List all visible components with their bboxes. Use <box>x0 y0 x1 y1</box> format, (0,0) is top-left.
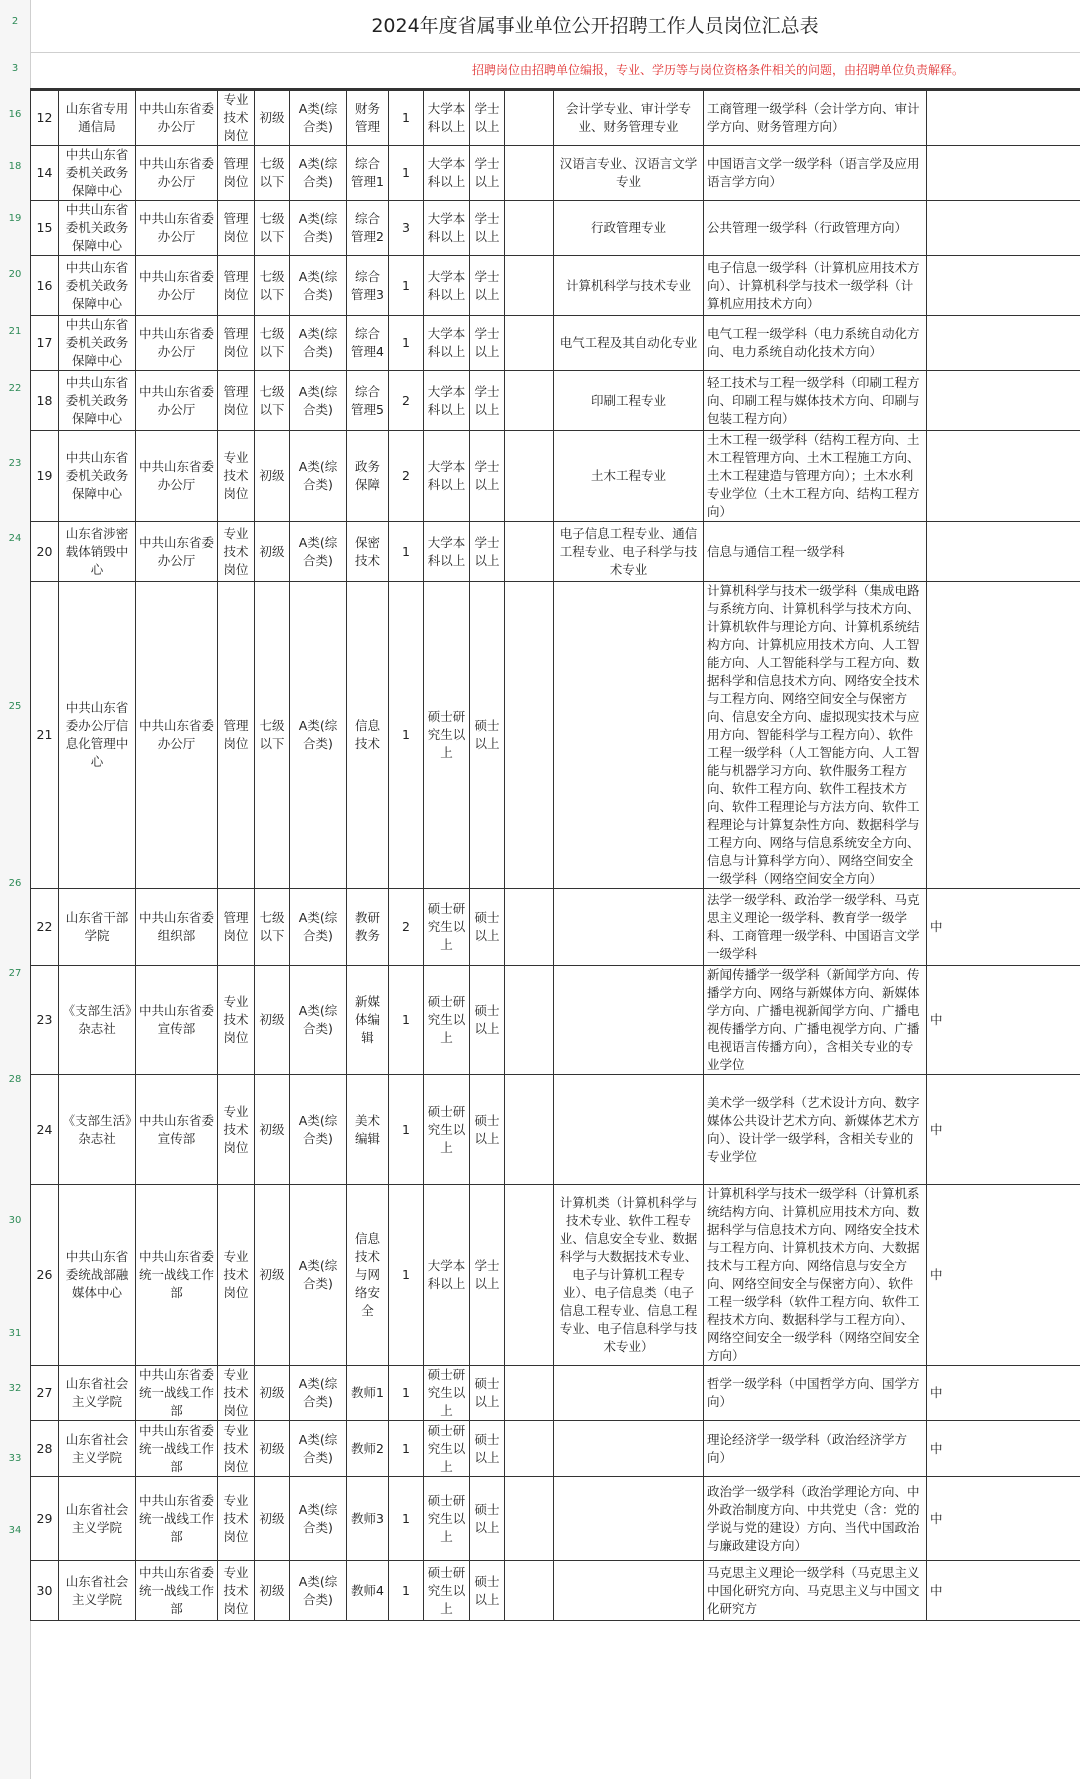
sheet-title-text: 2024年度省属事业单位公开招聘工作人员岗位汇总表 <box>371 15 819 37</box>
cell-level[interactable]: 初级 <box>255 91 290 146</box>
table-row <box>31 256 1080 316</box>
cell-bachelor-major[interactable]: 电气工程及其自动化专业 <box>554 316 704 371</box>
cell-extra[interactable] <box>927 91 1080 146</box>
cell-blank[interactable] <box>505 1185 554 1366</box>
cell-post[interactable]: 教师4 <box>347 1561 389 1621</box>
cell-count[interactable]: 1 <box>389 522 424 582</box>
cell-degree[interactable]: 学士以上 <box>470 256 505 316</box>
cell-type[interactable]: 专业技术岗位 <box>218 431 255 522</box>
cell-unit[interactable]: 山东省社会主义学院 <box>59 1477 136 1561</box>
cell-category[interactable]: A类(综合类) <box>290 146 347 201</box>
cell-blank[interactable] <box>505 1421 554 1477</box>
cell-extra[interactable]: 中 <box>927 1421 1080 1477</box>
cell-dept[interactable]: 中共山东省委组织部 <box>136 889 218 966</box>
cell-count[interactable]: 1 <box>389 91 424 146</box>
cell-type[interactable]: 专业技术岗位 <box>218 1075 255 1185</box>
cell-type[interactable]: 专业技术岗位 <box>218 522 255 582</box>
cell-master-major[interactable]: 计算机科学与技术一级学科（计算机系统结构方向、计算机应用技术方向、数据科学与信息技术方向、网络安全技术与工程方向、计算机技术方向、大数据技术与工程方向、网络信息与安全方向、网络空间安全与保密方向）、软件工程一级学科（软件工程方向、软件工程技术方向、数据科学与工程方向）、网络空间安全一级学科（网络空间安全方向） <box>704 1185 927 1366</box>
cell-count[interactable]: 1 <box>389 146 424 201</box>
cell-count[interactable]: 1 <box>389 1421 424 1477</box>
cell-no[interactable]: 22 <box>31 889 59 966</box>
cell-dept[interactable]: 中共山东省委统一战线工作部 <box>136 1561 218 1621</box>
cell-type[interactable]: 专业技术岗位 <box>218 1421 255 1477</box>
cell-type[interactable]: 管理岗位 <box>218 256 255 316</box>
cell-post[interactable]: 新媒体编辑 <box>347 966 389 1075</box>
cell-category[interactable]: A类(综合类) <box>290 1366 347 1421</box>
cell-level[interactable]: 初级 <box>255 1477 290 1561</box>
row-number[interactable]: 26 <box>8 877 22 889</box>
cell-unit[interactable]: 中共山东省委机关政务保障中心 <box>59 201 136 256</box>
cell-category[interactable]: A类(综合类) <box>290 889 347 966</box>
cell-level[interactable]: 初级 <box>255 522 290 582</box>
cell-post[interactable]: 综合管理4 <box>347 316 389 371</box>
cell-no[interactable]: 14 <box>31 146 59 201</box>
cell-degree[interactable]: 学士以上 <box>470 146 505 201</box>
cell-level[interactable]: 初级 <box>255 1075 290 1185</box>
cell-degree[interactable]: 硕士以上 <box>470 1366 505 1421</box>
cell-unit[interactable]: 山东省专用通信局 <box>59 91 136 146</box>
cell-level[interactable]: 七级以下 <box>255 371 290 431</box>
row-number[interactable]: 23 <box>8 458 22 469</box>
cell-education[interactable]: 硕士研究生以上 <box>424 1421 470 1477</box>
cell-bachelor-major[interactable]: 汉语言专业、汉语言文学专业 <box>554 146 704 201</box>
table-row <box>31 431 1080 522</box>
cell-category[interactable]: A类(综合类) <box>290 522 347 582</box>
cell-bachelor-major[interactable] <box>554 966 704 1075</box>
cell-blank[interactable] <box>505 522 554 582</box>
cell-unit[interactable]: 山东省涉密载体销毁中心 <box>59 522 136 582</box>
cell-post[interactable]: 教师1 <box>347 1366 389 1421</box>
cell-no[interactable]: 28 <box>31 1421 59 1477</box>
cell-master-major[interactable]: 电子信息一级学科（计算机应用技术方向）、计算机科学与技术一级学科（计算机应用技术方向） <box>704 256 927 316</box>
cell-level[interactable]: 七级以下 <box>255 889 290 966</box>
cell-count[interactable]: 1 <box>389 1477 424 1561</box>
cell-dept[interactable]: 中共山东省委宣传部 <box>136 966 218 1075</box>
cell-unit[interactable]: 山东省社会主义学院 <box>59 1366 136 1421</box>
cell-level[interactable]: 七级以下 <box>255 146 290 201</box>
cell-master-major[interactable]: 土木工程一级学科（结构工程方向、土木工程管理方向、土木工程施工方向、土木工程建造与管理方向）；土木水利专业学位（土木工程方向、结构工程方向） <box>704 431 927 522</box>
cell-degree[interactable]: 硕士以上 <box>470 1477 505 1561</box>
cell-bachelor-major[interactable] <box>554 1477 704 1561</box>
cell-count[interactable]: 1 <box>389 1075 424 1185</box>
cell-category[interactable]: A类(综合类) <box>290 256 347 316</box>
cell-extra[interactable] <box>927 371 1080 431</box>
cell-level[interactable]: 七级以下 <box>255 256 290 316</box>
cell-unit[interactable]: 中共山东省委统战部融媒体中心 <box>59 1185 136 1366</box>
cell-bachelor-major[interactable]: 计算机类（计算机科学与技术专业、软件工程专业、信息安全专业、数据科学与大数据技术专业、电子与计算机工程专业）、电子信息类（电子信息工程专业、信息工程专业、电子信息科学与技术专业） <box>554 1185 704 1366</box>
cell-post[interactable]: 信息技术 <box>347 582 389 889</box>
cell-degree[interactable]: 学士以上 <box>470 91 505 146</box>
cell-degree[interactable]: 学士以上 <box>470 431 505 522</box>
cell-education[interactable]: 硕士研究生以上 <box>424 1561 470 1621</box>
cell-blank[interactable] <box>505 431 554 522</box>
cell-unit[interactable]: 《支部生活》杂志社 <box>59 1075 136 1185</box>
cell-no[interactable]: 15 <box>31 201 59 256</box>
table-row <box>31 1421 1080 1477</box>
cell-extra[interactable] <box>927 146 1080 201</box>
cell-degree[interactable]: 硕士以上 <box>470 1421 505 1477</box>
cell-no[interactable]: 19 <box>31 431 59 522</box>
cell-extra[interactable] <box>927 256 1080 316</box>
cell-unit[interactable]: 中共山东省委机关政务保障中心 <box>59 371 136 431</box>
cell-blank[interactable] <box>505 316 554 371</box>
table-row <box>31 966 1080 1075</box>
row-number-notice[interactable]: 3 <box>11 63 19 74</box>
cell-unit[interactable]: 山东省干部学院 <box>59 889 136 966</box>
cell-education[interactable]: 大学本科以上 <box>424 201 470 256</box>
cell-category[interactable]: A类(综合类) <box>290 1421 347 1477</box>
cell-extra[interactable]: 中 <box>927 1366 1080 1421</box>
cell-level[interactable]: 初级 <box>255 966 290 1075</box>
cell-education[interactable]: 大学本科以上 <box>424 431 470 522</box>
cell-type[interactable]: 管理岗位 <box>218 316 255 371</box>
cell-count[interactable]: 3 <box>389 201 424 256</box>
cell-type[interactable]: 管理岗位 <box>218 889 255 966</box>
cell-master-major[interactable]: 中国语言文学一级学科（语言学及应用语言学方向） <box>704 146 927 201</box>
cell-level[interactable]: 七级以下 <box>255 582 290 889</box>
cell-unit[interactable]: 山东省社会主义学院 <box>59 1561 136 1621</box>
cell-count[interactable]: 1 <box>389 1561 424 1621</box>
cell-category[interactable]: A类(综合类) <box>290 582 347 889</box>
cell-level[interactable]: 初级 <box>255 1421 290 1477</box>
row-number[interactable]: 30 <box>8 1215 22 1226</box>
cell-dept[interactable]: 中共山东省委统一战线工作部 <box>136 1185 218 1366</box>
cell-dept[interactable]: 中共山东省委办公厅 <box>136 91 218 146</box>
cell-blank[interactable] <box>505 582 554 889</box>
cell-education[interactable]: 大学本科以上 <box>424 522 470 582</box>
cell-education[interactable]: 硕士研究生以上 <box>424 1366 470 1421</box>
cell-post[interactable]: 美术编辑 <box>347 1075 389 1185</box>
cell-extra[interactable]: 中 <box>927 966 1080 1075</box>
cell-type[interactable]: 专业技术岗位 <box>218 1366 255 1421</box>
cell-category[interactable]: A类(综合类) <box>290 1185 347 1366</box>
cell-no[interactable]: 29 <box>31 1477 59 1561</box>
cell-degree[interactable]: 硕士以上 <box>470 1075 505 1185</box>
cell-dept[interactable]: 中共山东省委办公厅 <box>136 582 218 889</box>
row-number[interactable]: 27 <box>8 967 22 979</box>
cell-education[interactable]: 大学本科以上 <box>424 371 470 431</box>
cell-dept[interactable]: 中共山东省委办公厅 <box>136 316 218 371</box>
cell-post[interactable]: 保密技术 <box>347 522 389 582</box>
cell-count[interactable]: 1 <box>389 256 424 316</box>
cell-extra[interactable]: 中 <box>927 1477 1080 1561</box>
table-row <box>31 1075 1080 1185</box>
cell-master-major[interactable]: 工商管理一级学科（会计学方向、审计学方向、财务管理方向） <box>704 91 927 146</box>
cell-bachelor-major[interactable]: 印刷工程专业 <box>554 371 704 431</box>
cell-category[interactable]: A类(综合类) <box>290 1075 347 1185</box>
cell-master-major[interactable]: 哲学一级学科（中国哲学方向、国学方向） <box>704 1366 927 1421</box>
cell-education[interactable]: 大学本科以上 <box>424 91 470 146</box>
row-number[interactable]: 20 <box>8 269 22 280</box>
cell-count[interactable]: 1 <box>389 966 424 1075</box>
cell-type[interactable]: 管理岗位 <box>218 582 255 889</box>
cell-bachelor-major[interactable] <box>554 1366 704 1421</box>
cell-count[interactable]: 2 <box>389 431 424 522</box>
cell-degree[interactable]: 硕士以上 <box>470 966 505 1075</box>
cell-bachelor-major[interactable] <box>554 889 704 966</box>
cell-bachelor-major[interactable] <box>554 1075 704 1185</box>
cell-bachelor-major[interactable]: 会计学专业、审计学专业、财务管理专业 <box>554 91 704 146</box>
cell-bachelor-major[interactable]: 电子信息工程专业、通信工程专业、电子科学与技术专业 <box>554 522 704 582</box>
cell-unit[interactable]: 中共山东省委机关政务保障中心 <box>59 146 136 201</box>
cell-master-major[interactable]: 信息与通信工程一级学科 <box>704 522 927 582</box>
cell-post[interactable]: 综合管理5 <box>347 371 389 431</box>
cell-education[interactable]: 硕士研究生以上 <box>424 1075 470 1185</box>
row-number-title[interactable]: 2 <box>11 16 19 27</box>
cell-category[interactable]: A类(综合类) <box>290 966 347 1075</box>
cell-post[interactable]: 教研教务 <box>347 889 389 966</box>
cell-extra[interactable]: 中 <box>927 1075 1080 1185</box>
cell-blank[interactable] <box>505 91 554 146</box>
cell-dept[interactable]: 中共山东省委办公厅 <box>136 431 218 522</box>
cell-blank[interactable] <box>505 966 554 1075</box>
cell-blank[interactable] <box>505 371 554 431</box>
table-row <box>31 371 1080 431</box>
cell-unit[interactable]: 中共山东省委办公厅信息化管理中心 <box>59 582 136 889</box>
sheet-title[interactable] <box>30 0 1080 53</box>
cell-extra[interactable]: 中 <box>927 889 1080 966</box>
cell-degree[interactable]: 学士以上 <box>470 316 505 371</box>
cell-post[interactable]: 财务管理 <box>347 91 389 146</box>
cell-no[interactable]: 17 <box>31 316 59 371</box>
cell-no[interactable]: 23 <box>31 966 59 1075</box>
cell-master-major[interactable]: 新闻传播学一级学科（新闻学方向、传播学方向、网络与新媒体方向、新媒体学方向、广播电视新闻学方向、广播电视传播学方向、广播电视学方向、广播电视语言传播方向），含相关专业的专业学位 <box>704 966 927 1075</box>
cell-category[interactable]: A类(综合类) <box>290 1477 347 1561</box>
cell-post[interactable]: 教师3 <box>347 1477 389 1561</box>
cell-bachelor-major[interactable]: 行政管理专业 <box>554 201 704 256</box>
cell-post[interactable]: 信息技术与网络安全 <box>347 1185 389 1366</box>
cell-no[interactable]: 12 <box>31 91 59 146</box>
cell-master-major[interactable]: 计算机科学与技术一级学科（集成电路与系统方向、计算机科学与技术方向、计算机软件与理论方向、计算机系统结构方向、计算机应用技术方向、人工智能方向、人工智能科学与工程方向、数据科学和信息技术方向、网络安全技术与工程方向、网络空间安全与保密方向、信息安全方向、虚拟现实技术与应用方向、智能科学与工程方向）、软件工程一级学科（人工智能方向、人工智能与机器学习方向、软件服务工程方向、软件工程方向、软件工程技术方向、软件工程理论与方法方向、软件工程理论与计算复杂性方向、数据科学与工程方向、网络与信息系统安全方向、信息与计算科学方向）、网络空间安全一级学科（网络空间安全方向） <box>704 582 927 889</box>
cell-post[interactable]: 综合管理1 <box>347 146 389 201</box>
cell-dept[interactable]: 中共山东省委统一战线工作部 <box>136 1366 218 1421</box>
row-header-column <box>0 0 31 1779</box>
cell-category[interactable]: A类(综合类) <box>290 1561 347 1621</box>
cell-no[interactable]: 26 <box>31 1185 59 1366</box>
cell-extra[interactable] <box>927 201 1080 256</box>
row-number[interactable]: 16 <box>8 109 22 120</box>
cell-type[interactable]: 专业技术岗位 <box>218 1185 255 1366</box>
cell-count[interactable]: 2 <box>389 371 424 431</box>
table-row <box>31 1561 1080 1621</box>
row-number[interactable]: 25 <box>8 701 22 712</box>
cell-type[interactable]: 专业技术岗位 <box>218 1477 255 1561</box>
cell-post[interactable]: 综合管理3 <box>347 256 389 316</box>
cell-dept[interactable]: 中共山东省委统一战线工作部 <box>136 1421 218 1477</box>
cell-blank[interactable] <box>505 1477 554 1561</box>
cell-no[interactable]: 30 <box>31 1561 59 1621</box>
cell-post[interactable]: 教师2 <box>347 1421 389 1477</box>
table-row <box>31 889 1080 966</box>
cell-master-major[interactable]: 轻工技术与工程一级学科（印刷工程方向、印刷工程与媒体技术方向、印刷与包装工程方向） <box>704 371 927 431</box>
cell-count[interactable]: 1 <box>389 1366 424 1421</box>
row-number[interactable]: 21 <box>8 326 22 337</box>
cell-degree[interactable]: 学士以上 <box>470 1185 505 1366</box>
cell-no[interactable]: 21 <box>31 582 59 889</box>
row-number[interactable]: 18 <box>8 161 22 172</box>
cell-master-major[interactable]: 理论经济学一级学科（政治经济学方向） <box>704 1421 927 1477</box>
cell-blank[interactable] <box>505 1075 554 1185</box>
cell-no[interactable]: 27 <box>31 1366 59 1421</box>
cell-category[interactable]: A类(综合类) <box>290 201 347 256</box>
cell-bachelor-major[interactable] <box>554 1421 704 1477</box>
cell-unit[interactable]: 中共山东省委机关政务保障中心 <box>59 431 136 522</box>
cell-count[interactable]: 2 <box>389 889 424 966</box>
cell-blank[interactable] <box>505 889 554 966</box>
table-row <box>31 146 1080 201</box>
cell-level[interactable]: 初级 <box>255 1561 290 1621</box>
cell-degree[interactable]: 硕士以上 <box>470 582 505 889</box>
cell-blank[interactable] <box>505 1366 554 1421</box>
cell-dept[interactable]: 中共山东省委办公厅 <box>136 146 218 201</box>
cell-degree[interactable]: 学士以上 <box>470 522 505 582</box>
cell-degree[interactable]: 硕士以上 <box>470 1561 505 1621</box>
cell-education[interactable]: 大学本科以上 <box>424 316 470 371</box>
cell-category[interactable]: A类(综合类) <box>290 91 347 146</box>
cell-type[interactable]: 管理岗位 <box>218 201 255 256</box>
cell-type[interactable]: 专业技术岗位 <box>218 966 255 1075</box>
cell-no[interactable]: 24 <box>31 1075 59 1185</box>
cell-unit[interactable]: 山东省社会主义学院 <box>59 1421 136 1477</box>
cell-category[interactable]: A类(综合类) <box>290 316 347 371</box>
cell-education[interactable]: 硕士研究生以上 <box>424 1477 470 1561</box>
cell-education[interactable]: 硕士研究生以上 <box>424 582 470 889</box>
cell-blank[interactable] <box>505 1561 554 1621</box>
cell-education[interactable]: 大学本科以上 <box>424 146 470 201</box>
cell-master-major[interactable]: 电气工程一级学科（电力系统自动化方向、电力系统自动化技术方向） <box>704 316 927 371</box>
cell-master-major[interactable]: 公共管理一级学科（行政管理方向） <box>704 201 927 256</box>
cell-type[interactable]: 专业技术岗位 <box>218 1561 255 1621</box>
row-number[interactable]: 28 <box>8 1074 22 1085</box>
cell-extra[interactable] <box>927 522 1080 582</box>
cell-no[interactable]: 20 <box>31 522 59 582</box>
cell-education[interactable]: 硕士研究生以上 <box>424 889 470 966</box>
cell-bachelor-major[interactable]: 计算机科学与技术专业 <box>554 256 704 316</box>
cell-level[interactable]: 初级 <box>255 431 290 522</box>
cell-dept[interactable]: 中共山东省委办公厅 <box>136 522 218 582</box>
cell-blank[interactable] <box>505 201 554 256</box>
cell-unit[interactable]: 《支部生活》杂志社 <box>59 966 136 1075</box>
cell-post[interactable]: 综合管理2 <box>347 201 389 256</box>
row-number[interactable]: 19 <box>8 213 22 224</box>
cell-type[interactable]: 管理岗位 <box>218 146 255 201</box>
cell-education[interactable]: 大学本科以上 <box>424 1185 470 1366</box>
cell-bachelor-major[interactable] <box>554 582 704 889</box>
cell-dept[interactable]: 中共山东省委办公厅 <box>136 371 218 431</box>
cell-master-major[interactable]: 马克思主义理论一级学科（马克思主义中国化研究方向、马克思主义与中国文化研究方 <box>704 1561 927 1621</box>
cell-type[interactable]: 管理岗位 <box>218 371 255 431</box>
cell-count[interactable]: 1 <box>389 316 424 371</box>
cell-dept[interactable]: 中共山东省委办公厅 <box>136 201 218 256</box>
cell-count[interactable]: 1 <box>389 1185 424 1366</box>
cell-blank[interactable] <box>505 256 554 316</box>
row-number[interactable]: 31 <box>8 1328 22 1339</box>
cell-blank[interactable] <box>505 146 554 201</box>
cell-level[interactable]: 初级 <box>255 1185 290 1366</box>
cell-extra[interactable] <box>927 582 1080 889</box>
table-row <box>31 522 1080 582</box>
table-row <box>31 1366 1080 1421</box>
cell-master-major[interactable]: 法学一级学科、政治学一级学科、马克思主义理论一级学科、教育学一级学科、工商管理一级学科、中国语言文学一级学科 <box>704 889 927 966</box>
notice-text: 招聘岗位由招聘单位编报，专业、学历等与岗位资格条件相关的问题，由招聘单位负责解释。 <box>472 63 965 77</box>
row-number[interactable]: 24 <box>8 533 22 544</box>
cell-count[interactable]: 1 <box>389 582 424 889</box>
cell-extra[interactable]: 中 <box>927 1561 1080 1621</box>
cell-type[interactable]: 专业技术岗位 <box>218 91 255 146</box>
cell-level[interactable]: 七级以下 <box>255 201 290 256</box>
cell-dept[interactable]: 中共山东省委办公厅 <box>136 256 218 316</box>
cell-post[interactable]: 政务保障 <box>347 431 389 522</box>
cell-degree[interactable]: 学士以上 <box>470 201 505 256</box>
table-row <box>31 1477 1080 1561</box>
cell-extra[interactable] <box>927 316 1080 371</box>
row-number[interactable]: 33 <box>8 1453 22 1464</box>
table-row <box>31 316 1080 371</box>
row-number[interactable]: 34 <box>8 1525 22 1536</box>
cell-unit[interactable]: 中共山东省委机关政务保障中心 <box>59 316 136 371</box>
cell-level[interactable]: 初级 <box>255 1366 290 1421</box>
cell-no[interactable]: 18 <box>31 371 59 431</box>
cell-unit[interactable]: 中共山东省委机关政务保障中心 <box>59 256 136 316</box>
table-row <box>31 201 1080 256</box>
cell-master-major[interactable]: 政治学一级学科（政治学理论方向、中外政治制度方向、中共党史（含：党的学说与党的建设）方向、当代中国政治与廉政建设方向） <box>704 1477 927 1561</box>
positions-table-body <box>31 91 1080 1621</box>
cell-degree[interactable]: 硕士以上 <box>470 889 505 966</box>
notice-row[interactable] <box>30 53 1080 90</box>
cell-dept[interactable]: 中共山东省委统一战线工作部 <box>136 1477 218 1561</box>
cell-category[interactable]: A类(综合类) <box>290 371 347 431</box>
cell-level[interactable]: 七级以下 <box>255 316 290 371</box>
row-number[interactable]: 22 <box>8 383 22 394</box>
cell-master-major[interactable]: 美术学一级学科（艺术设计方向、数字媒体公共设计艺术方向、新媒体艺术方向）、设计学一级学科，含相关专业的专业学位 <box>704 1075 927 1185</box>
cell-education[interactable]: 大学本科以上 <box>424 256 470 316</box>
cell-category[interactable]: A类(综合类) <box>290 431 347 522</box>
cell-no[interactable]: 16 <box>31 256 59 316</box>
cell-extra[interactable]: 中 <box>927 1185 1080 1366</box>
row-number[interactable]: 32 <box>8 1383 22 1394</box>
cell-degree[interactable]: 学士以上 <box>470 371 505 431</box>
table-row <box>31 1185 1080 1366</box>
table-row <box>31 91 1080 146</box>
positions-table <box>30 90 1080 1621</box>
cell-bachelor-major[interactable] <box>554 1561 704 1621</box>
cell-dept[interactable]: 中共山东省委宣传部 <box>136 1075 218 1185</box>
cell-education[interactable]: 硕士研究生以上 <box>424 966 470 1075</box>
cell-extra[interactable] <box>927 431 1080 522</box>
cell-bachelor-major[interactable]: 土木工程专业 <box>554 431 704 522</box>
table-row <box>31 582 1080 889</box>
